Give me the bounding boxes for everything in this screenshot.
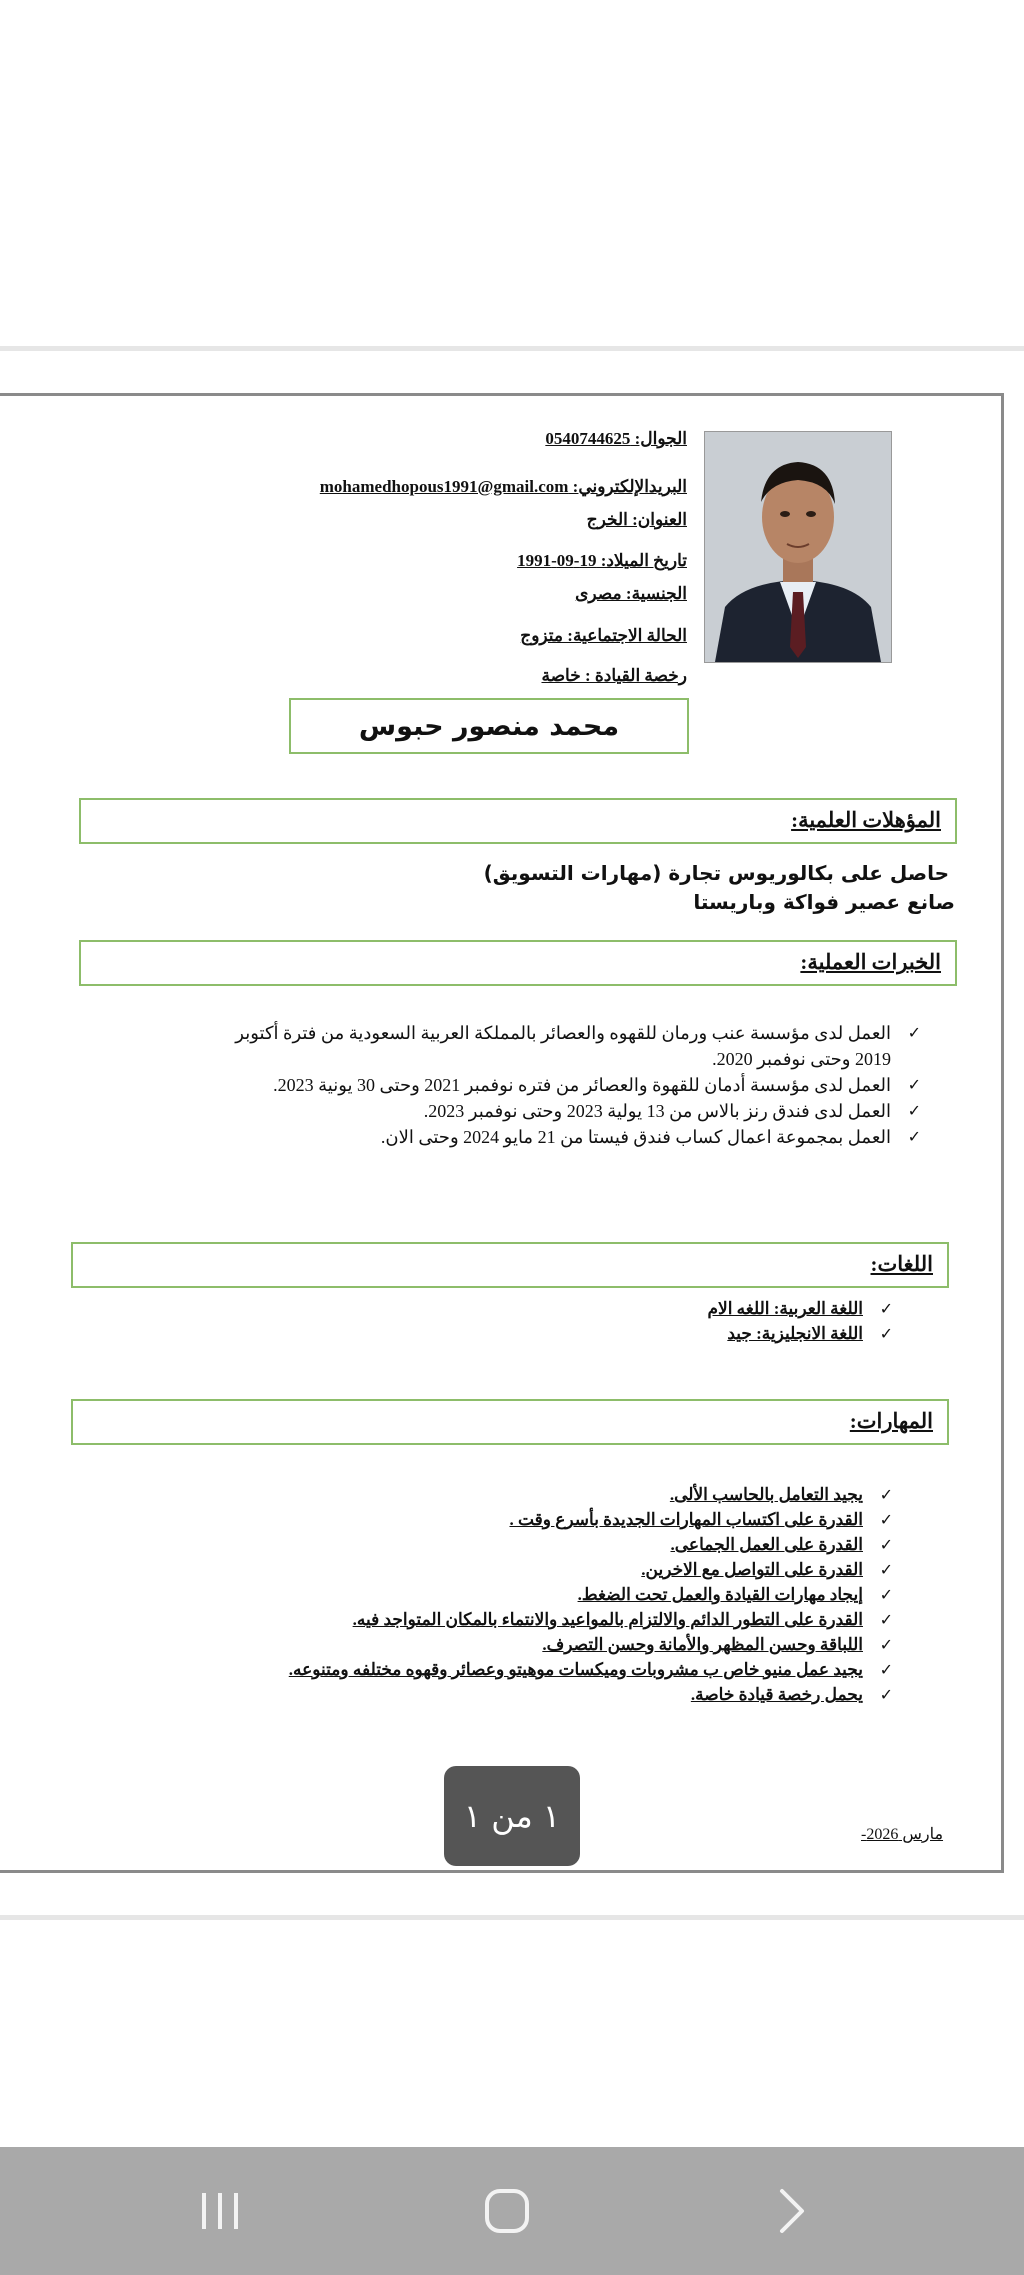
email-line[interactable]: البريدالإلكتروني: mohamedhopous1991@gmail.com [319,477,687,496]
chevron-right-icon [758,2179,828,2243]
footer-date: مارس 2026- [861,1826,944,1843]
address-line: العنوان: الخرج [586,510,687,529]
top-divider [0,346,1024,351]
skill-item: ✓ القدرة على التواصل مع الاخرين. [289,1557,893,1582]
checkmark-icon: ✓ [879,1485,893,1504]
languages-title: اللغات: [870,1252,933,1276]
language-item: ✓ اللغة العربية: اللغه الام [707,1296,893,1321]
checkmark-icon: ✓ [879,1510,893,1529]
qualification-barista: صانع عصير فواكة وباريستا [693,890,955,914]
nationality-line: الجنسية: مصرى [575,584,687,603]
checkmark-icon: ✓ [907,1101,921,1120]
back-button[interactable] [758,2179,828,2243]
checkmark-icon: ✓ [879,1299,893,1318]
qualifications-section [79,798,957,844]
qualification-degree: حاصل على بكالوريوس تجارة (مهارات التسويق) [483,861,949,885]
home-icon [472,2179,542,2243]
checkmark-icon: ✓ [879,1635,893,1654]
skill-item: ✓ إيجاد مهارات القيادة والعمل تحت الضغط. [289,1582,893,1607]
skill-item: ✓ القدرة على اكتساب المهارات الجديدة بأسرع وقت . [289,1507,893,1532]
languages-list [707,1296,893,1346]
languages-section [71,1242,949,1288]
skill-item: ✓ القدرة على التطور الدائم والالتزام بالمواعيد والانتماء بالمكان المتواجد فيه. [289,1607,893,1632]
experience-item: ✓ العمل لدى فندق رنز بالاس من 13 يولية 2023 وحتى نوفمبر 2023. [201,1098,921,1124]
home-button[interactable] [472,2179,542,2243]
experience-section [79,940,957,986]
recent-apps-icon [185,2179,255,2243]
checkmark-icon: ✓ [879,1660,893,1679]
profile-photo [704,431,892,663]
checkmark-icon: ✓ [907,1023,921,1042]
language-item: ✓ اللغة الانجليزية: جيد [707,1321,893,1346]
cv-document-page[interactable] [0,393,1004,1873]
skills-section [71,1399,949,1445]
checkmark-icon: ✓ [879,1685,893,1704]
checkmark-icon: ✓ [879,1535,893,1554]
page-indicator: ١ من ١ [444,1766,580,1866]
qualifications-title: المؤهلات العلمية: [791,808,941,832]
checkmark-icon: ✓ [879,1585,893,1604]
experience-list [201,1020,921,1150]
checkmark-icon: ✓ [879,1560,893,1579]
skill-item: ✓ يحمل رخصة قيادة خاصة. [289,1682,893,1707]
checkmark-icon: ✓ [879,1610,893,1629]
checkmark-icon: ✓ [907,1127,921,1146]
driving-license-line: رخصة القيادة : خاصة [541,666,687,685]
skill-item: ✓ القدرة على العمل الجماعى. [289,1532,893,1557]
experience-item: ✓ العمل لدى مؤسسة عنب ورمان للقهوه والعصائر بالمملكة العربية السعودية من فترة أكتوبر 2019 وحتى نوفمبر 2020. [201,1020,921,1072]
experience-item: ✓ العمل بمجموعة اعمال كساب فندق فيستا من 21 مايو 2024 وحتى الان. [201,1124,921,1150]
birth-date-line: تاريخ الميلاد: 19-09-1991 [517,551,687,570]
checkmark-icon: ✓ [907,1075,921,1094]
phone-line: الجوال: 0540744625 [545,429,687,448]
marital-status-line: الحالة الاجتماعية: متزوج [520,626,687,645]
system-navigation-bar [0,2147,1024,2275]
recent-apps-button[interactable] [185,2179,255,2243]
skills-title: المهارات: [849,1409,933,1433]
full-name: محمد منصور حبوس [289,698,689,754]
skill-item: ✓ اللباقة وحسن المظهر والأمانة وحسن التصرف. [289,1632,893,1657]
skill-item: ✓ يجيد عمل منيو خاص ب مشروبات وميكسات موهيتو وعصائر وقهوه مختلفه ومتنوعه. [289,1657,893,1682]
skills-list [289,1482,893,1707]
skill-item: ✓ يجيد التعامل بالحاسب الألى. [289,1482,893,1507]
bottom-divider [0,1915,1024,1920]
checkmark-icon: ✓ [879,1324,893,1343]
experience-item: ✓ العمل لدى مؤسسة أدمان للقهوة والعصائر من فتره نوفمبر 2021 وحتى 30 يونية 2023. [201,1072,921,1098]
experience-title: الخبرات العملية: [800,950,941,974]
